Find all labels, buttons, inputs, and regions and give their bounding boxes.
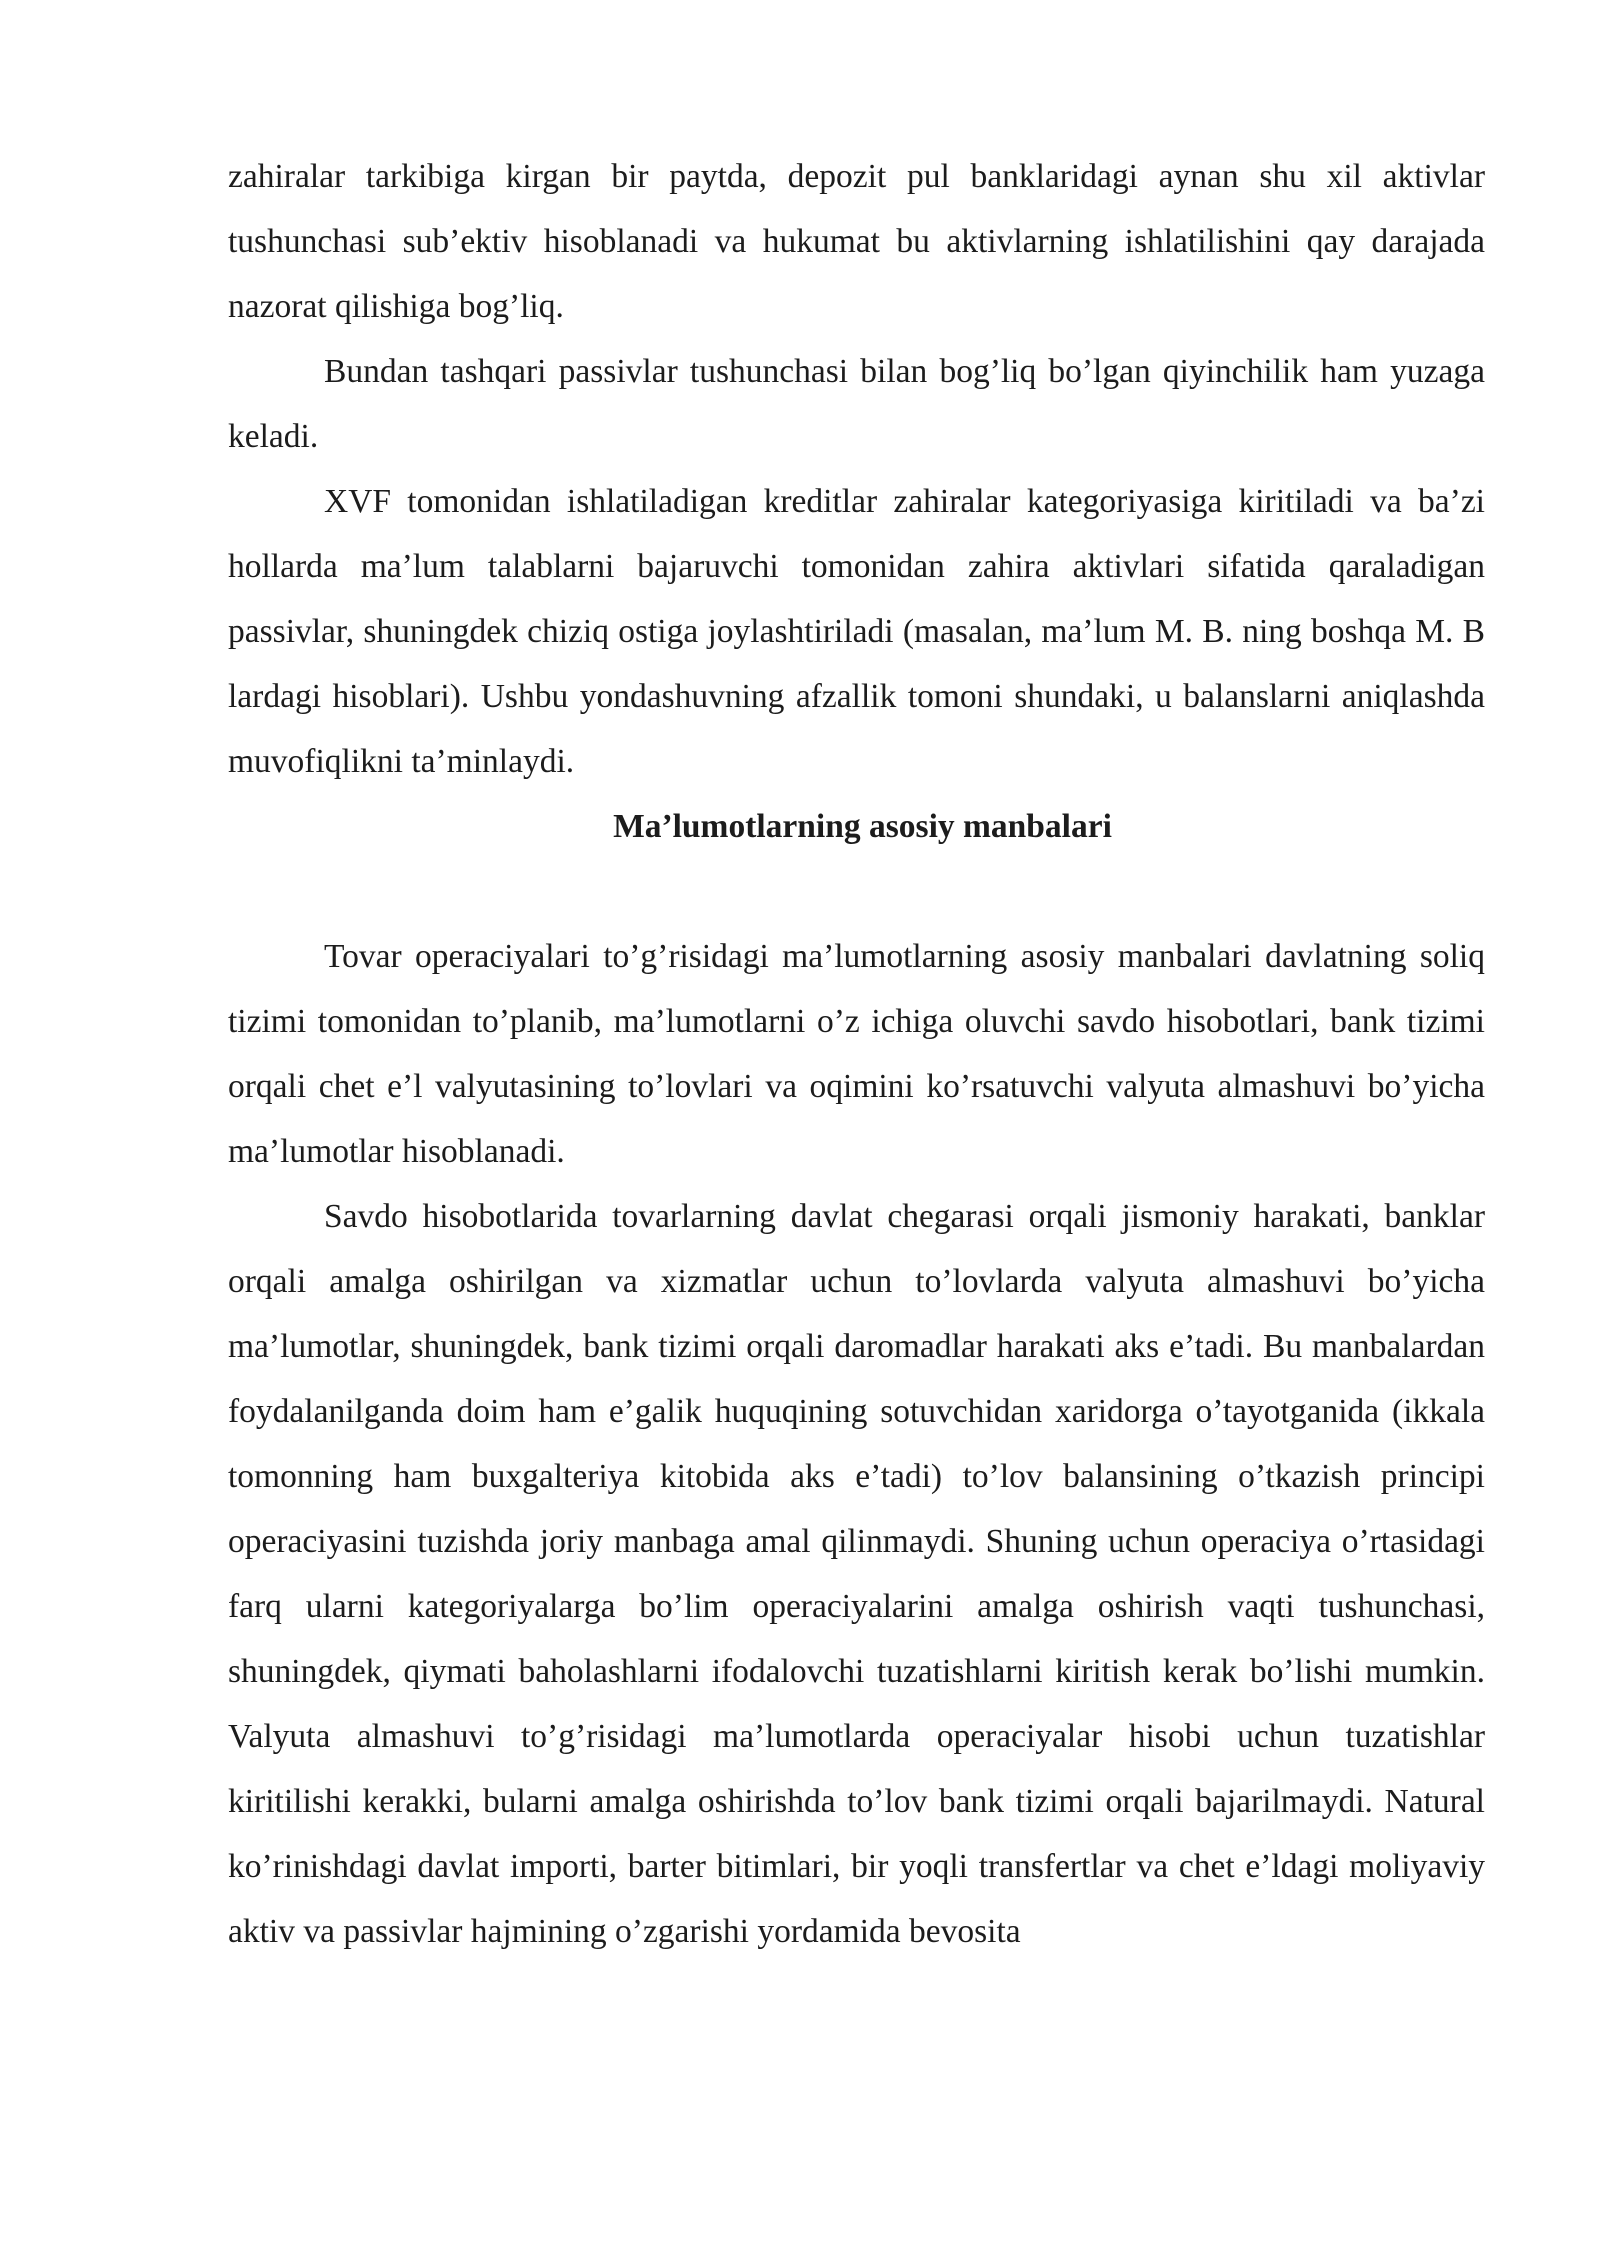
paragraph-imf-credits: XVF tomonidan ishlatiladigan kreditlar zahiralar kategoriyasiga kiritiladi va ba’zi hollarda ma’lum talablarni bajaruvchi tomonidan zahira aktivlari sifatida qaraladigan passivlar, shuningdek chiziq ostiga joylashtiriladi (masalan, ma’lum M. B. ning boshqa M. B lardagi hisoblari). Ushbu yondashuvning afzallik tomoni shundaki, u balanslarni aniqlashda muvofiqlikni ta’minlaydi. — [228, 483, 1485, 780]
heading-spacer — [228, 859, 1485, 924]
paragraph-trade-reports: Savdo hisobotlarida tovarlarning davlat chegarasi orqali jismoniy harakati, banklar orqali amalga oshirilgan va xizmatlar uchun to’lovlarda valyuta almashuvi bo’yicha ma’lumotlar, shuningdek, bank tizimi orqali daromadlar harakati aks e’tadi. Bu manbalardan foydalanilganda doim ham e’galik huquqining sotuvchidan xaridorga o’tayotganida (ikkala tomonning ham buxgalteriya kitobida aks e’tadi) to’lov balansining o’tkazish principi operaciyasini tuzishda joriy manbaga amal qilinmaydi. Shuning uchun operaciya o’rtasidagi farq ularni kategoriyalarga bo’lim operaciyalarini amalga oshirish vaqti tushunchasi, shuningdek, qiymati baholashlarni ifodalovchi tuzatishlarni kiritish kerak bo’lishi mumkin. Valyuta almashuvi to’g’risidagi ma’lumotlarda operaciyalar hisobi uchun tuzatishlar kiritilishi kerakki, bularni amalga oshirishda to’lov bank tizimi orqali bajarilmaydi. Natural ko’rinishdagi davlat importi, barter bitimlari, bir yoqli transfertlar va chet e’ldagi moliyaviy aktiv va passivlar hajmining o’zgarishi yordamida bevosita — [228, 1198, 1485, 1950]
paragraph-passives: Bundan tashqari passivlar tushunchasi bilan bog’liq bo’lgan qiyinchilik ham yuzaga keladi. — [228, 353, 1485, 455]
document-page — [228, 144, 1485, 1964]
paragraph-continuation: zahiralar tarkibiga kirgan bir paytda, depozit pul banklaridagi aynan shu xil aktivlar tushunchasi sub’ektiv hisoblanadi va hukumat bu aktivlarning ishlatilishini qay darajada nazorat qilishiga bog’liq. — [228, 158, 1485, 325]
paragraph-data-sources: Tovar operaciyalari to’g’risidagi ma’lumotlarning asosiy manbalari davlatning soliq tizimi tomonidan to’planib, ma’lumotlarni o’z ichiga oluvchi savdo hisobotlari, bank tizimi orqali chet e’l valyutasining to’lovlari va oqimini ko’rsatuvchi valyuta almashuvi bo’yicha ma’lumotlar hisoblanadi. — [228, 938, 1485, 1170]
section-heading: Ma’lumotlarning asosiy manbalari — [613, 808, 1112, 845]
